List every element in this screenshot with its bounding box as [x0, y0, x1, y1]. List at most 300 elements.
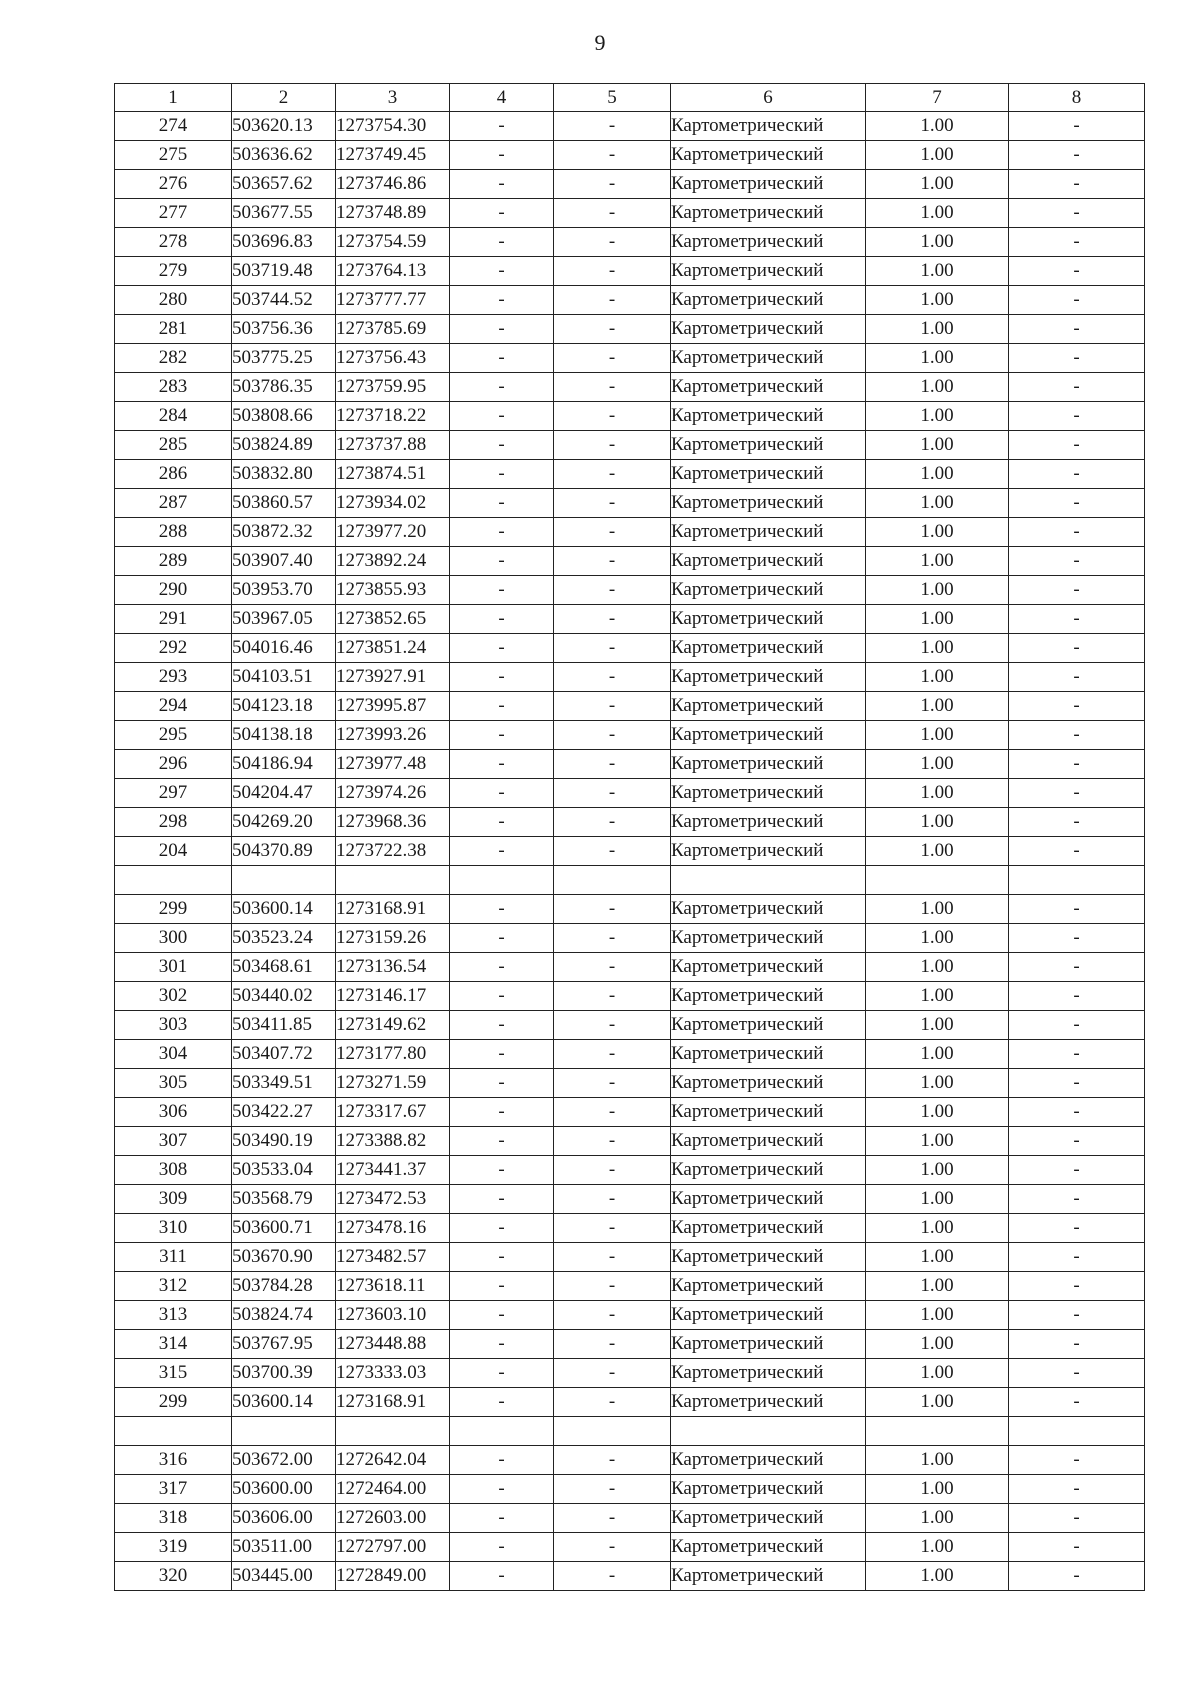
accuracy-cell: 1.00	[866, 1388, 1009, 1417]
method-cell: Картометрический	[671, 402, 866, 431]
y-coordinate-cell: 1273168.91	[336, 1388, 450, 1417]
point-number-cell: 308	[115, 1156, 232, 1185]
col5-cell: -	[554, 663, 671, 692]
accuracy-cell: 1.00	[866, 431, 1009, 460]
col5-cell: -	[554, 1243, 671, 1272]
point-number-cell: 290	[115, 576, 232, 605]
y-coordinate-cell: 1273149.62	[336, 1011, 450, 1040]
point-number-cell: 316	[115, 1446, 232, 1475]
col4-cell: -	[450, 1272, 554, 1301]
col8-cell: -	[1009, 576, 1145, 605]
col8-cell: -	[1009, 1156, 1145, 1185]
col5-cell: -	[554, 808, 671, 837]
point-number-cell: 281	[115, 315, 232, 344]
x-coordinate-cell: 503440.02	[232, 982, 336, 1011]
col8-cell: -	[1009, 1098, 1145, 1127]
table-row	[115, 315, 1145, 344]
x-coordinate-cell: 503620.13	[232, 112, 336, 141]
col5-cell: -	[554, 402, 671, 431]
x-coordinate-cell: 503422.27	[232, 1098, 336, 1127]
accuracy-cell: 1.00	[866, 692, 1009, 721]
col8-cell: -	[1009, 1359, 1145, 1388]
col8-cell: -	[1009, 953, 1145, 982]
point-number-cell: 299	[115, 895, 232, 924]
table-row	[115, 1185, 1145, 1214]
col5-cell: -	[554, 634, 671, 663]
method-cell: Картометрический	[671, 1301, 866, 1330]
accuracy-cell: 1.00	[866, 1185, 1009, 1214]
x-coordinate-cell: 503832.80	[232, 460, 336, 489]
column-header: 6	[671, 84, 866, 112]
y-coordinate-cell: 1273977.48	[336, 750, 450, 779]
method-cell: Картометрический	[671, 837, 866, 866]
method-cell: Картометрический	[671, 576, 866, 605]
point-number-cell: 274	[115, 112, 232, 141]
col8-cell: -	[1009, 1446, 1145, 1475]
x-coordinate-cell: 503700.39	[232, 1359, 336, 1388]
col5-cell: -	[554, 895, 671, 924]
table-row	[115, 286, 1145, 315]
accuracy-cell: 1.00	[866, 1127, 1009, 1156]
y-coordinate-cell: 1273472.53	[336, 1185, 450, 1214]
col4-cell: -	[450, 141, 554, 170]
table-row	[115, 402, 1145, 431]
col5-cell: -	[554, 1156, 671, 1185]
col8-cell: -	[1009, 692, 1145, 721]
col5-cell: -	[554, 228, 671, 257]
table-row	[115, 1330, 1145, 1359]
x-coordinate-cell: 503775.25	[232, 344, 336, 373]
col5-cell: -	[554, 1185, 671, 1214]
accuracy-cell: 1.00	[866, 924, 1009, 953]
x-coordinate-cell: 503511.00	[232, 1533, 336, 1562]
table-row	[115, 1446, 1145, 1475]
table-row	[115, 489, 1145, 518]
table-row	[115, 1533, 1145, 1562]
col4-cell: -	[450, 1562, 554, 1591]
y-coordinate-cell: 1273388.82	[336, 1127, 450, 1156]
point-number-cell: 312	[115, 1272, 232, 1301]
table-row	[115, 1359, 1145, 1388]
method-cell: Картометрический	[671, 141, 866, 170]
table-row	[115, 1243, 1145, 1272]
accuracy-cell: 1.00	[866, 286, 1009, 315]
col8-cell: -	[1009, 1330, 1145, 1359]
y-coordinate-cell: 1272464.00	[336, 1475, 450, 1504]
x-coordinate-cell: 503784.28	[232, 1272, 336, 1301]
accuracy-cell: 1.00	[866, 402, 1009, 431]
col5-cell: -	[554, 1475, 671, 1504]
table-row	[115, 750, 1145, 779]
method-cell: Картометрический	[671, 228, 866, 257]
x-coordinate-cell: 503349.51	[232, 1069, 336, 1098]
accuracy-cell: 1.00	[866, 1504, 1009, 1533]
table-row	[115, 953, 1145, 982]
point-number-cell: 279	[115, 257, 232, 286]
accuracy-cell	[866, 1417, 1009, 1446]
accuracy-cell: 1.00	[866, 1011, 1009, 1040]
column-header: 7	[866, 84, 1009, 112]
accuracy-cell: 1.00	[866, 170, 1009, 199]
col4-cell: -	[450, 663, 554, 692]
y-coordinate-cell: 1273478.16	[336, 1214, 450, 1243]
point-number-cell: 306	[115, 1098, 232, 1127]
method-cell: Картометрический	[671, 1562, 866, 1591]
col5-cell: -	[554, 286, 671, 315]
y-coordinate-cell: 1273995.87	[336, 692, 450, 721]
accuracy-cell: 1.00	[866, 605, 1009, 634]
point-number-cell: 315	[115, 1359, 232, 1388]
method-cell: Картометрический	[671, 1533, 866, 1562]
col4-cell: -	[450, 460, 554, 489]
table-row	[115, 1011, 1145, 1040]
y-coordinate-cell: 1273759.95	[336, 373, 450, 402]
table-row	[115, 924, 1145, 953]
col8-cell: -	[1009, 750, 1145, 779]
x-coordinate-cell: 503445.00	[232, 1562, 336, 1591]
accuracy-cell: 1.00	[866, 576, 1009, 605]
col8-cell: -	[1009, 1301, 1145, 1330]
col5-cell: -	[554, 576, 671, 605]
point-number-cell: 285	[115, 431, 232, 460]
point-number-cell: 304	[115, 1040, 232, 1069]
x-coordinate-cell: 503606.00	[232, 1504, 336, 1533]
table-row	[115, 1301, 1145, 1330]
col4-cell: -	[450, 489, 554, 518]
point-number-cell: 286	[115, 460, 232, 489]
method-cell	[671, 866, 866, 895]
col5-cell: -	[554, 141, 671, 170]
table-row	[115, 895, 1145, 924]
accuracy-cell: 1.00	[866, 141, 1009, 170]
point-number-cell	[115, 1417, 232, 1446]
method-cell: Картометрический	[671, 1243, 866, 1272]
col5-cell	[554, 866, 671, 895]
method-cell: Картометрический	[671, 170, 866, 199]
x-coordinate-cell: 504138.18	[232, 721, 336, 750]
y-coordinate-cell: 1273993.26	[336, 721, 450, 750]
y-coordinate-cell: 1273448.88	[336, 1330, 450, 1359]
col4-cell: -	[450, 1185, 554, 1214]
col8-cell: -	[1009, 837, 1145, 866]
table-row	[115, 112, 1145, 141]
accuracy-cell: 1.00	[866, 808, 1009, 837]
y-coordinate-cell: 1273777.77	[336, 286, 450, 315]
col5-cell: -	[554, 1388, 671, 1417]
x-coordinate-cell: 503600.71	[232, 1214, 336, 1243]
x-coordinate-cell: 503719.48	[232, 257, 336, 286]
col5-cell: -	[554, 1446, 671, 1475]
col8-cell: -	[1009, 1069, 1145, 1098]
table-row	[115, 692, 1145, 721]
col5-cell: -	[554, 1301, 671, 1330]
x-coordinate-cell: 503860.57	[232, 489, 336, 518]
col8-cell: -	[1009, 1272, 1145, 1301]
col5-cell: -	[554, 170, 671, 199]
point-number-cell: 310	[115, 1214, 232, 1243]
method-cell: Картометрический	[671, 924, 866, 953]
col8-cell: -	[1009, 1127, 1145, 1156]
point-number-cell: 303	[115, 1011, 232, 1040]
col8-cell: -	[1009, 344, 1145, 373]
table-row	[115, 576, 1145, 605]
col5-cell: -	[554, 431, 671, 460]
y-coordinate-cell: 1273934.02	[336, 489, 450, 518]
table-row	[115, 1156, 1145, 1185]
table-row	[115, 1127, 1145, 1156]
accuracy-cell: 1.00	[866, 953, 1009, 982]
accuracy-cell: 1.00	[866, 1069, 1009, 1098]
x-coordinate-cell: 503953.70	[232, 576, 336, 605]
col5-cell: -	[554, 1272, 671, 1301]
point-number-cell: 204	[115, 837, 232, 866]
col8-cell: -	[1009, 605, 1145, 634]
x-coordinate-cell: 503568.79	[232, 1185, 336, 1214]
point-number-cell: 314	[115, 1330, 232, 1359]
col8-cell: -	[1009, 924, 1145, 953]
col4-cell: -	[450, 402, 554, 431]
y-coordinate-cell	[336, 1417, 450, 1446]
accuracy-cell: 1.00	[866, 1098, 1009, 1127]
method-cell: Картометрический	[671, 1330, 866, 1359]
col8-cell: -	[1009, 547, 1145, 576]
accuracy-cell: 1.00	[866, 1156, 1009, 1185]
col4-cell: -	[450, 1388, 554, 1417]
point-number-cell: 284	[115, 402, 232, 431]
method-cell: Картометрический	[671, 518, 866, 547]
col5-cell: -	[554, 1214, 671, 1243]
table-row	[115, 982, 1145, 1011]
accuracy-cell: 1.00	[866, 1272, 1009, 1301]
y-coordinate-cell: 1272797.00	[336, 1533, 450, 1562]
x-coordinate-cell: 503468.61	[232, 953, 336, 982]
col4-cell	[450, 866, 554, 895]
table-row	[115, 837, 1145, 866]
x-coordinate-cell: 504123.18	[232, 692, 336, 721]
col4-cell: -	[450, 576, 554, 605]
point-number-cell: 298	[115, 808, 232, 837]
col5-cell: -	[554, 315, 671, 344]
x-coordinate-cell: 503523.24	[232, 924, 336, 953]
col8-cell: -	[1009, 141, 1145, 170]
method-cell: Картометрический	[671, 431, 866, 460]
point-number-cell: 289	[115, 547, 232, 576]
table-row	[115, 1040, 1145, 1069]
point-number-cell: 319	[115, 1533, 232, 1562]
col4-cell: -	[450, 286, 554, 315]
x-coordinate-cell: 503767.95	[232, 1330, 336, 1359]
method-cell: Картометрический	[671, 460, 866, 489]
col5-cell: -	[554, 605, 671, 634]
table-body	[115, 112, 1145, 1591]
y-coordinate-cell: 1273136.54	[336, 953, 450, 982]
accuracy-cell: 1.00	[866, 837, 1009, 866]
y-coordinate-cell: 1273764.13	[336, 257, 450, 286]
accuracy-cell: 1.00	[866, 779, 1009, 808]
column-header: 5	[554, 84, 671, 112]
accuracy-cell: 1.00	[866, 373, 1009, 402]
col8-cell: -	[1009, 228, 1145, 257]
y-coordinate-cell: 1273874.51	[336, 460, 450, 489]
col8-cell: -	[1009, 460, 1145, 489]
column-header: 1	[115, 84, 232, 112]
col4-cell: -	[450, 112, 554, 141]
accuracy-cell: 1.00	[866, 547, 1009, 576]
x-coordinate-cell: 504204.47	[232, 779, 336, 808]
y-coordinate-cell: 1273748.89	[336, 199, 450, 228]
x-coordinate-cell: 503756.36	[232, 315, 336, 344]
x-coordinate-cell: 504186.94	[232, 750, 336, 779]
x-coordinate-cell: 503907.40	[232, 547, 336, 576]
y-coordinate-cell: 1273737.88	[336, 431, 450, 460]
x-coordinate-cell: 503808.66	[232, 402, 336, 431]
col5-cell: -	[554, 1040, 671, 1069]
table-row	[115, 460, 1145, 489]
accuracy-cell: 1.00	[866, 663, 1009, 692]
point-number-cell: 296	[115, 750, 232, 779]
y-coordinate-cell: 1273441.37	[336, 1156, 450, 1185]
x-coordinate-cell	[232, 1417, 336, 1446]
method-cell: Картометрический	[671, 1069, 866, 1098]
x-coordinate-cell: 503872.32	[232, 518, 336, 547]
x-coordinate-cell: 503672.00	[232, 1446, 336, 1475]
x-coordinate-cell	[232, 866, 336, 895]
y-coordinate-cell: 1273603.10	[336, 1301, 450, 1330]
y-coordinate-cell: 1273855.93	[336, 576, 450, 605]
point-number-cell: 292	[115, 634, 232, 663]
table-row	[115, 257, 1145, 286]
x-coordinate-cell: 503407.72	[232, 1040, 336, 1069]
col8-cell: -	[1009, 286, 1145, 315]
col8-cell: -	[1009, 518, 1145, 547]
y-coordinate-cell: 1273754.30	[336, 112, 450, 141]
x-coordinate-cell: 503657.62	[232, 170, 336, 199]
x-coordinate-cell: 503670.90	[232, 1243, 336, 1272]
table-row	[115, 634, 1145, 663]
x-coordinate-cell: 503600.00	[232, 1475, 336, 1504]
col8-cell: -	[1009, 1475, 1145, 1504]
col8-cell: -	[1009, 112, 1145, 141]
col8-cell: -	[1009, 1185, 1145, 1214]
x-coordinate-cell: 504269.20	[232, 808, 336, 837]
col8-cell	[1009, 866, 1145, 895]
column-header: 8	[1009, 84, 1145, 112]
method-cell: Картометрический	[671, 1475, 866, 1504]
accuracy-cell: 1.00	[866, 228, 1009, 257]
column-header: 3	[336, 84, 450, 112]
col8-cell: -	[1009, 373, 1145, 402]
col8-cell: -	[1009, 402, 1145, 431]
method-cell: Картометрический	[671, 1127, 866, 1156]
accuracy-cell: 1.00	[866, 1243, 1009, 1272]
col4-cell: -	[450, 228, 554, 257]
y-coordinate-cell: 1273968.36	[336, 808, 450, 837]
table-row	[115, 1214, 1145, 1243]
x-coordinate-cell: 503533.04	[232, 1156, 336, 1185]
accuracy-cell: 1.00	[866, 112, 1009, 141]
col8-cell: -	[1009, 1388, 1145, 1417]
col8-cell: -	[1009, 170, 1145, 199]
method-cell: Картометрический	[671, 982, 866, 1011]
column-header: 4	[450, 84, 554, 112]
method-cell: Картометрический	[671, 692, 866, 721]
table-row	[115, 779, 1145, 808]
point-number-cell: 278	[115, 228, 232, 257]
col5-cell: -	[554, 953, 671, 982]
x-coordinate-cell: 503786.35	[232, 373, 336, 402]
point-number-cell	[115, 866, 232, 895]
point-number-cell: 302	[115, 982, 232, 1011]
col5-cell: -	[554, 750, 671, 779]
point-number-cell: 283	[115, 373, 232, 402]
y-coordinate-cell: 1273159.26	[336, 924, 450, 953]
col4-cell: -	[450, 1446, 554, 1475]
table-row	[115, 518, 1145, 547]
x-coordinate-cell: 503490.19	[232, 1127, 336, 1156]
point-number-cell: 299	[115, 1388, 232, 1417]
page-number: 9	[594, 30, 606, 55]
point-number-cell: 317	[115, 1475, 232, 1504]
method-cell: Картометрический	[671, 1446, 866, 1475]
col4-cell: -	[450, 808, 554, 837]
accuracy-cell: 1.00	[866, 1446, 1009, 1475]
method-cell: Картометрический	[671, 779, 866, 808]
y-coordinate-cell: 1273177.80	[336, 1040, 450, 1069]
x-coordinate-cell: 503824.89	[232, 431, 336, 460]
col8-cell: -	[1009, 634, 1145, 663]
col4-cell: -	[450, 982, 554, 1011]
point-number-cell: 294	[115, 692, 232, 721]
col5-cell: -	[554, 1330, 671, 1359]
x-coordinate-cell: 503636.62	[232, 141, 336, 170]
y-coordinate-cell: 1272603.00	[336, 1504, 450, 1533]
col4-cell: -	[450, 837, 554, 866]
col4-cell: -	[450, 1127, 554, 1156]
table-row	[115, 1272, 1145, 1301]
col4-cell: -	[450, 170, 554, 199]
col4-cell: -	[450, 953, 554, 982]
table-row	[115, 228, 1145, 257]
method-cell: Картометрический	[671, 663, 866, 692]
col4-cell: -	[450, 1533, 554, 1562]
x-coordinate-cell: 503967.05	[232, 605, 336, 634]
col8-cell: -	[1009, 1504, 1145, 1533]
accuracy-cell	[866, 866, 1009, 895]
y-coordinate-cell: 1273892.24	[336, 547, 450, 576]
col4-cell: -	[450, 518, 554, 547]
y-coordinate-cell: 1273271.59	[336, 1069, 450, 1098]
method-cell: Картометрический	[671, 373, 866, 402]
col4-cell: -	[450, 692, 554, 721]
table-row	[115, 170, 1145, 199]
col8-cell: -	[1009, 663, 1145, 692]
col8-cell: -	[1009, 431, 1145, 460]
point-number-cell: 313	[115, 1301, 232, 1330]
col8-cell: -	[1009, 721, 1145, 750]
accuracy-cell: 1.00	[866, 982, 1009, 1011]
point-number-cell: 275	[115, 141, 232, 170]
col4-cell: -	[450, 1069, 554, 1098]
col8-cell: -	[1009, 257, 1145, 286]
method-cell: Картометрический	[671, 112, 866, 141]
accuracy-cell: 1.00	[866, 895, 1009, 924]
col4-cell: -	[450, 199, 554, 228]
col8-cell: -	[1009, 1214, 1145, 1243]
col4-cell: -	[450, 605, 554, 634]
col4-cell: -	[450, 315, 554, 344]
col4-cell: -	[450, 924, 554, 953]
x-coordinate-cell: 504103.51	[232, 663, 336, 692]
